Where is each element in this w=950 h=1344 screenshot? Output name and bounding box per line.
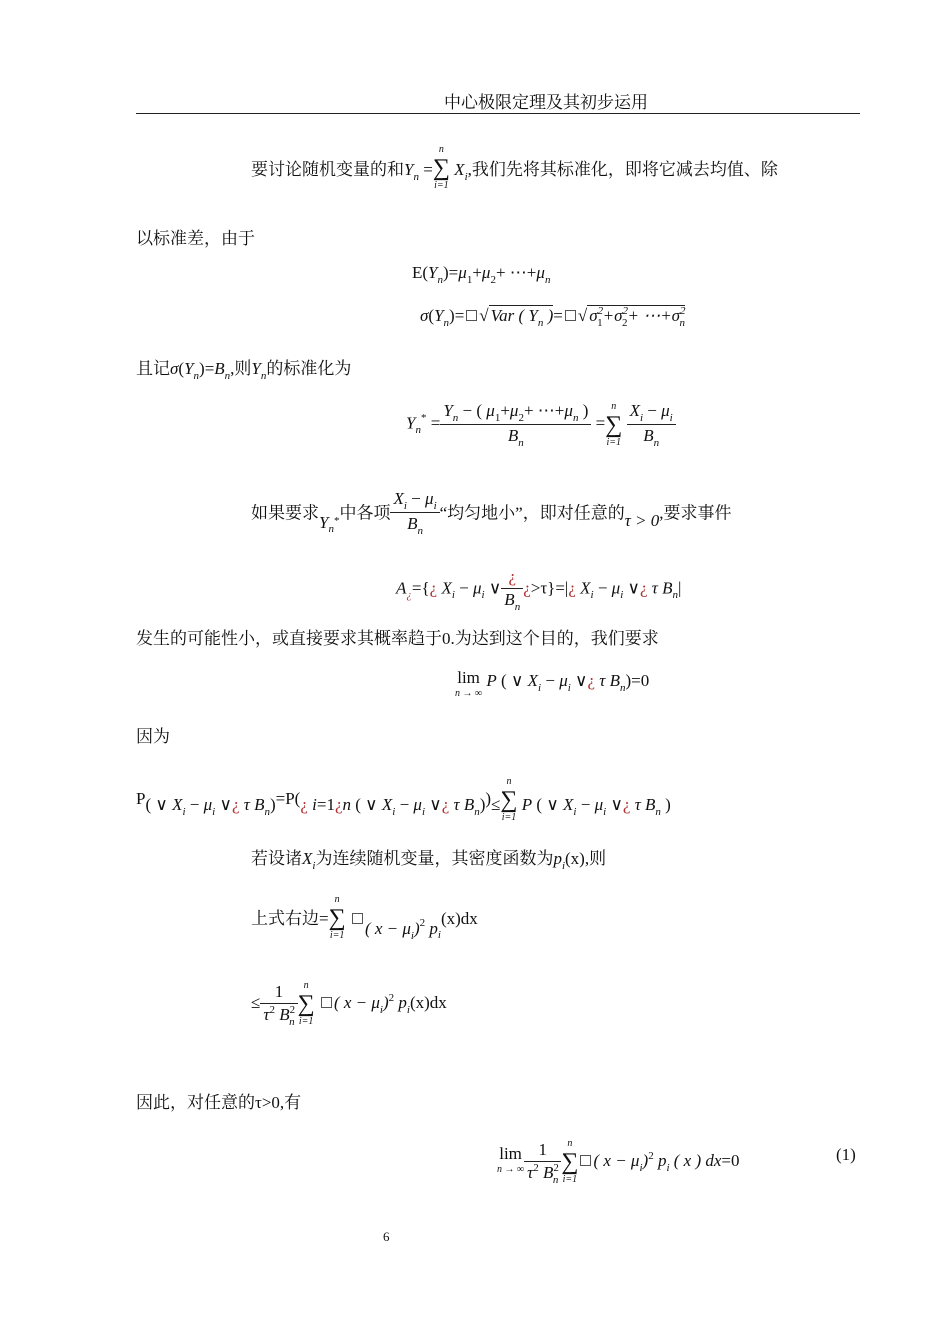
page-number: 6 <box>383 1229 390 1244</box>
para2-text-b: ,则 <box>230 359 252 378</box>
para3-text-a: 如果要求 <box>251 503 319 523</box>
formula-expectation: $E(Y_n)=\mu_1+\mu_2+$ $\cdots+\mu_n$ <box>412 263 551 286</box>
para2-text-c: 的标准化为 <box>266 359 352 378</box>
formula-limit-probability: lim n → ∞ P ( ∨ $X_i - \mu_i$ ∨¿ τ $B_n)=0$ <box>455 668 650 699</box>
para5-text: 因为 <box>136 727 170 746</box>
paragraph-uniformly-small: 如果要求$Y_{n*}$中各项 $\frac{X_i - \mu_i}{B_n}$ “均匀地小”，即对任意的τ > 0,要求事件 <box>251 489 732 537</box>
para2-text-a: 且记 <box>136 359 170 378</box>
formula-probability-inequality: P( ∨ $X_i - \mu_i$ ∨¿ τ $B_n)=P(¿$ i=1¿n ( ∨ $X_i - \mu_i$ ∨¿ τ $B_n))\le$ n ∑ i=1 P ( ∨ $X_i - \mu_i$ ∨¿ τ $B_n$ ) <box>136 776 671 823</box>
formula-upper-bound: ≤ $\frac{1}{\tau^2 B^2_n}$ n ∑ i=1 ( $x - \mu_i)^2$ $p_i(x)dx$ <box>251 980 447 1028</box>
para3-text-c: “均匀地小”，即对任意的 <box>439 503 625 523</box>
para6-text-c: (x),则 <box>565 849 607 868</box>
page-header-title: 中心极限定理及其初步运用 <box>444 93 648 112</box>
paragraph-right-side: 上式右边= n ∑ i=1 ( $x - \mu_i)2$ $p_i(x)dx$ <box>251 894 478 942</box>
para1-text-a: 要讨论随机变量的和 <box>251 159 404 179</box>
formula-std-dev: $\sigma(Y_n)=$ √ Var ( $Y_n$ )= √ $\sigma^2_1+\sigma^2_2+$ $\cdots+\sigma^2_n$ <box>420 305 686 329</box>
paragraph-density: 若设诸$X_i$为连续随机变量，其密度函数为$p_i(x)$,则 <box>251 849 607 872</box>
header-rule <box>136 113 860 114</box>
formula-lindeberg-condition: lim n → ∞ $\frac{1}{\tau^2 B^2_n}$ n ∑ i=1 ( $x - \mu_i)^2$ $p_i$ ( x ) dx=0 <box>497 1138 740 1186</box>
para8-text: 因此，对任意的τ>0,有 <box>136 1093 302 1112</box>
formula-event-a: $A_¿=\{¿$ $X_i - \mu_i$ ∨ $\frac{¿}{B_n}$ ¿>τ}=|¿ $X_i - \mu_i$ ∨¿ τ $B_n|$ <box>396 567 682 613</box>
paragraph-sum-definition <box>251 144 778 192</box>
para1-text-b: ,我们先将其标准化，即将它减去均值、除 <box>467 159 778 179</box>
para4-text: 发生的可能性小，或直接要求其概率趋于0.为达到这个目的，我们要求 <box>136 629 659 648</box>
para3-text-b: 中各项 <box>339 503 391 523</box>
para6-text-b: 为连续随机变量，其密度函数为 <box>315 849 554 868</box>
paragraph-standardization: 且记$\sigma(Y_n)=B_n$,则$Y_n$的标准化为 <box>136 359 352 382</box>
para6-text-a: 若设诸 <box>251 849 302 868</box>
formula-yn-sum: $Y_n$ = n ∑ i=1 $X_i$ <box>404 144 468 191</box>
para7-text: 上式右边= <box>251 908 329 928</box>
equation-number: (1) <box>836 1145 856 1164</box>
formula-standardized-yn: $Y_n^*$ = $\frac{Y_n - ( \mu_1+\mu_2+ \cdots+\mu_n )}{B_n}$ = n ∑ i=1 $\frac{X_i - \mu_i}{B_n}$ <box>406 400 676 449</box>
para3-text-d: ,要求事件 <box>659 503 732 523</box>
para1-text-c: 以标准差，由于 <box>136 229 255 248</box>
